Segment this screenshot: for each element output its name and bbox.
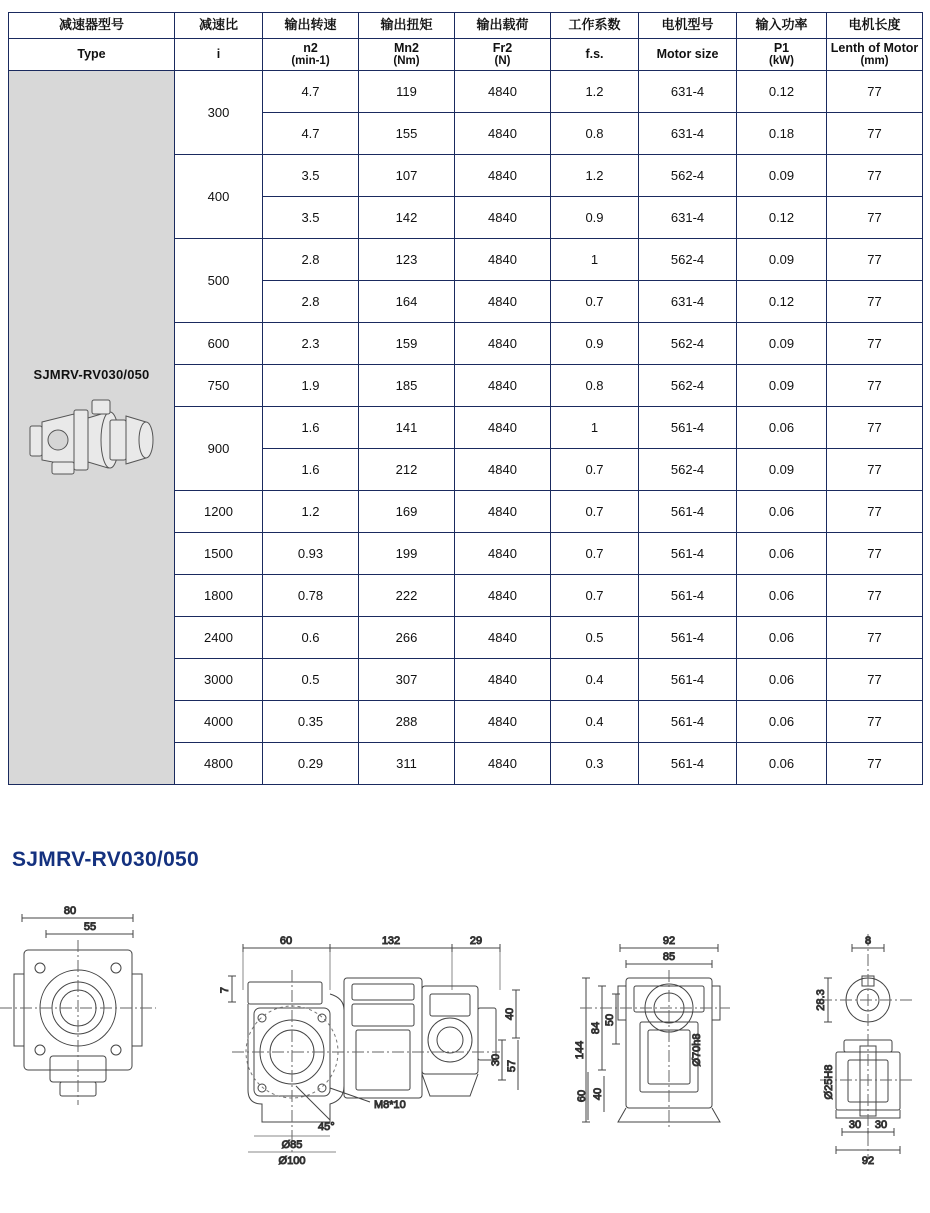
fr2-cell: 4840 [455, 617, 551, 659]
n2-cell: 0.6 [263, 617, 359, 659]
header-fs-en-main: f.s. [585, 47, 604, 62]
fs-cell: 0.9 [551, 323, 639, 365]
n2-cell: 1.6 [263, 407, 359, 449]
dim-side-m8: M8*10 [374, 1099, 406, 1111]
mn2-cell: 212 [359, 449, 455, 491]
fr2-cell: 4840 [455, 575, 551, 617]
header-mn2-cn: 输出扭矩 [359, 13, 455, 39]
fr2-cell: 4840 [455, 701, 551, 743]
fs-cell: 0.8 [551, 113, 639, 155]
fr2-cell: 4840 [455, 323, 551, 365]
ratio-cell: 400 [175, 155, 263, 239]
motor-length-cell: 77 [827, 407, 923, 449]
header-ratio-en-main: i [216, 47, 221, 62]
header-p1-cn: 输入功率 [737, 13, 827, 39]
fr2-cell: 4840 [455, 197, 551, 239]
header-motor-en [639, 39, 737, 71]
dim-shaft-d25h8: Ø25H8 [823, 1064, 835, 1100]
motor-size-cell: 562-4 [639, 239, 737, 281]
motor-length-cell: 77 [827, 197, 923, 239]
header-n2-en-main: n2 [303, 40, 318, 55]
header-length-cn: 电机长度 [827, 13, 923, 39]
dim-rear-40: 40 [592, 1087, 604, 1101]
p1-cell: 0.06 [737, 407, 827, 449]
p1-cell: 0.09 [737, 155, 827, 197]
fs-cell: 0.7 [551, 449, 639, 491]
fs-cell: 0.5 [551, 617, 639, 659]
p1-cell: 0.09 [737, 365, 827, 407]
fs-cell: 1 [551, 239, 639, 281]
p1-cell: 0.12 [737, 71, 827, 113]
motor-size-cell: 561-4 [639, 701, 737, 743]
model-cell [9, 71, 175, 785]
p1-cell: 0.06 [737, 533, 827, 575]
mn2-cell: 119 [359, 71, 455, 113]
motor-length-cell: 77 [827, 239, 923, 281]
n2-cell: 3.5 [263, 197, 359, 239]
motor-size-cell: 561-4 [639, 743, 737, 785]
gearbox-illustration [22, 392, 162, 488]
motor-size-cell: 561-4 [639, 491, 737, 533]
fr2-cell: 4840 [455, 113, 551, 155]
ratio-cell: 4800 [175, 743, 263, 785]
motor-length-cell: 77 [827, 617, 923, 659]
n2-cell: 0.78 [263, 575, 359, 617]
n2-cell: 0.93 [263, 533, 359, 575]
model-name: SJMRV-RV030/050 [33, 367, 150, 382]
p1-cell: 0.06 [737, 701, 827, 743]
dim-side-7: 7 [219, 986, 231, 994]
motor-size-cell: 561-4 [639, 407, 737, 449]
mn2-cell: 159 [359, 323, 455, 365]
dim-rear-144: 144 [574, 1040, 586, 1060]
table-body [9, 71, 923, 785]
header-length-en-main: Lenth of Motor [830, 40, 919, 55]
fs-cell: 0.7 [551, 533, 639, 575]
spec-table-container [8, 12, 922, 785]
p1-cell: 0.09 [737, 239, 827, 281]
spec-table [8, 12, 923, 785]
header-fr2-en [455, 39, 551, 71]
n2-cell: 1.2 [263, 491, 359, 533]
ratio-cell: 4000 [175, 701, 263, 743]
motor-size-cell: 631-4 [639, 281, 737, 323]
header-n2-cn: 输出转速 [263, 13, 359, 39]
ratio-cell: 1500 [175, 533, 263, 575]
n2-cell: 1.6 [263, 449, 359, 491]
motor-length-cell: 77 [827, 575, 923, 617]
motor-size-cell: 631-4 [639, 71, 737, 113]
n2-cell: 2.8 [263, 239, 359, 281]
n2-cell: 3.5 [263, 155, 359, 197]
mn2-cell: 185 [359, 365, 455, 407]
drawing-side-view [228, 944, 520, 1152]
fr2-cell: 4840 [455, 155, 551, 197]
mn2-cell: 107 [359, 155, 455, 197]
dim-shaft-283: 28.3 [815, 989, 827, 1011]
dim-side-132: 132 [381, 935, 401, 947]
table-head [9, 13, 923, 71]
header-length-en [827, 39, 923, 71]
header-ratio-cn: 减速比 [175, 13, 263, 39]
motor-length-cell: 77 [827, 281, 923, 323]
fs-cell: 0.7 [551, 281, 639, 323]
fs-cell: 1.2 [551, 71, 639, 113]
fr2-cell: 4840 [455, 239, 551, 281]
p1-cell: 0.06 [737, 575, 827, 617]
motor-size-cell: 561-4 [639, 617, 737, 659]
p1-cell: 0.12 [737, 197, 827, 239]
header-mn2-en [359, 39, 455, 71]
n2-cell: 2.8 [263, 281, 359, 323]
mn2-cell: 164 [359, 281, 455, 323]
dim-shaft-8: 8 [864, 935, 872, 947]
table-row [9, 71, 923, 113]
dim-front-80: 80 [63, 905, 77, 917]
header-n2-en-sub: (min-1) [291, 55, 330, 68]
dim-side-29: 29 [469, 935, 483, 947]
fr2-cell: 4840 [455, 533, 551, 575]
ratio-cell: 3000 [175, 659, 263, 701]
dim-side-57: 57 [506, 1059, 518, 1073]
ratio-cell: 1800 [175, 575, 263, 617]
ratio-cell: 600 [175, 323, 263, 365]
dimension-drawings [0, 890, 930, 1210]
mn2-cell: 199 [359, 533, 455, 575]
dim-side-40: 40 [504, 1007, 516, 1021]
ratio-cell: 750 [175, 365, 263, 407]
header-fr2-en-sub: (N) [494, 55, 511, 68]
dim-rear-60: 60 [576, 1089, 588, 1103]
n2-cell: 0.29 [263, 743, 359, 785]
fr2-cell: 4840 [455, 71, 551, 113]
motor-length-cell: 77 [827, 449, 923, 491]
fs-cell: 0.3 [551, 743, 639, 785]
header-ratio-en [175, 39, 263, 71]
mn2-cell: 141 [359, 407, 455, 449]
dim-shaft-92: 92 [861, 1155, 875, 1167]
p1-cell: 0.12 [737, 281, 827, 323]
mn2-cell: 142 [359, 197, 455, 239]
dim-rear-84: 84 [590, 1021, 602, 1035]
mn2-cell: 169 [359, 491, 455, 533]
dim-side-d85: Ø85 [281, 1139, 303, 1151]
p1-cell: 0.09 [737, 323, 827, 365]
fs-cell: 1.2 [551, 155, 639, 197]
fs-cell: 0.4 [551, 659, 639, 701]
p1-cell: 0.06 [737, 743, 827, 785]
header-row-cn [9, 13, 923, 39]
header-model-en [9, 39, 175, 71]
header-mn2-en-sub: (Nm) [393, 55, 420, 68]
n2-cell: 2.3 [263, 323, 359, 365]
header-p1-en [737, 39, 827, 71]
motor-length-cell: 77 [827, 155, 923, 197]
p1-cell: 0.09 [737, 449, 827, 491]
dim-rear-85: 85 [662, 951, 676, 963]
header-motor-en-main: Motor size [656, 47, 719, 62]
header-fs-cn: 工作系数 [551, 13, 639, 39]
dim-rear-92: 92 [662, 935, 676, 947]
motor-size-cell: 561-4 [639, 659, 737, 701]
header-row-en [9, 39, 923, 71]
motor-size-cell: 562-4 [639, 449, 737, 491]
p1-cell: 0.06 [737, 491, 827, 533]
dim-side-60: 60 [279, 935, 293, 947]
dim-shaft-30b: 30 [874, 1119, 888, 1131]
n2-cell: 0.5 [263, 659, 359, 701]
motor-size-cell: 561-4 [639, 575, 737, 617]
page-title: SJMRV-RV030/050 [12, 848, 200, 871]
drawing-shaft-view [820, 934, 912, 1160]
header-p1-en-main: P1 [773, 40, 790, 55]
fs-cell: 0.8 [551, 365, 639, 407]
motor-length-cell: 77 [827, 659, 923, 701]
motor-size-cell: 562-4 [639, 365, 737, 407]
mn2-cell: 307 [359, 659, 455, 701]
drawing-front-view [0, 914, 156, 1105]
mn2-cell: 222 [359, 575, 455, 617]
fs-cell: 0.7 [551, 575, 639, 617]
header-model-cn: 减速器型号 [9, 13, 175, 39]
fr2-cell: 4840 [455, 407, 551, 449]
ratio-cell: 900 [175, 407, 263, 491]
dim-side-45deg: 45° [318, 1121, 335, 1133]
header-n2-en [263, 39, 359, 71]
ratio-cell: 1200 [175, 491, 263, 533]
ratio-cell: 300 [175, 71, 263, 155]
motor-length-cell: 77 [827, 743, 923, 785]
header-motor-cn: 电机型号 [639, 13, 737, 39]
mn2-cell: 311 [359, 743, 455, 785]
n2-cell: 4.7 [263, 113, 359, 155]
dim-shaft-30a: 30 [848, 1119, 862, 1131]
header-mn2-en-main: Mn2 [394, 40, 419, 55]
mn2-cell: 266 [359, 617, 455, 659]
n2-cell: 1.9 [263, 365, 359, 407]
fr2-cell: 4840 [455, 281, 551, 323]
p1-cell: 0.06 [737, 617, 827, 659]
dim-rear-d70h8: Ø70h8 [691, 1033, 703, 1067]
motor-length-cell: 77 [827, 533, 923, 575]
motor-size-cell: 562-4 [639, 155, 737, 197]
mn2-cell: 155 [359, 113, 455, 155]
motor-size-cell: 562-4 [639, 323, 737, 365]
dim-front-55: 55 [83, 921, 97, 933]
motor-size-cell: 631-4 [639, 113, 737, 155]
motor-length-cell: 77 [827, 365, 923, 407]
drawing-rear-view [580, 944, 730, 1130]
motor-length-cell: 77 [827, 323, 923, 365]
motor-length-cell: 77 [827, 71, 923, 113]
motor-size-cell: 631-4 [639, 197, 737, 239]
drawings-svg [0, 890, 930, 1210]
motor-length-cell: 77 [827, 113, 923, 155]
header-model-en-main: Type [77, 47, 106, 62]
mn2-cell: 123 [359, 239, 455, 281]
p1-cell: 0.18 [737, 113, 827, 155]
ratio-cell: 2400 [175, 617, 263, 659]
motor-length-cell: 77 [827, 491, 923, 533]
fs-cell: 0.7 [551, 491, 639, 533]
fr2-cell: 4840 [455, 659, 551, 701]
fs-cell: 0.9 [551, 197, 639, 239]
fr2-cell: 4840 [455, 365, 551, 407]
header-length-en-sub: (mm) [860, 55, 889, 68]
motor-length-cell: 77 [827, 701, 923, 743]
dim-side-d100: Ø100 [278, 1155, 306, 1167]
n2-cell: 4.7 [263, 71, 359, 113]
header-fr2-en-main: Fr2 [492, 40, 513, 55]
header-fr2-cn: 输出载荷 [455, 13, 551, 39]
fr2-cell: 4840 [455, 743, 551, 785]
p1-cell: 0.06 [737, 659, 827, 701]
header-p1-en-sub: (kW) [769, 55, 794, 68]
fr2-cell: 4840 [455, 491, 551, 533]
mn2-cell: 288 [359, 701, 455, 743]
fs-cell: 0.4 [551, 701, 639, 743]
dim-side-30: 30 [490, 1053, 502, 1067]
header-fs-en [551, 39, 639, 71]
ratio-cell: 500 [175, 239, 263, 323]
dim-rear-50: 50 [604, 1013, 616, 1027]
n2-cell: 0.35 [263, 701, 359, 743]
motor-size-cell: 561-4 [639, 533, 737, 575]
fr2-cell: 4840 [455, 449, 551, 491]
fs-cell: 1 [551, 407, 639, 449]
